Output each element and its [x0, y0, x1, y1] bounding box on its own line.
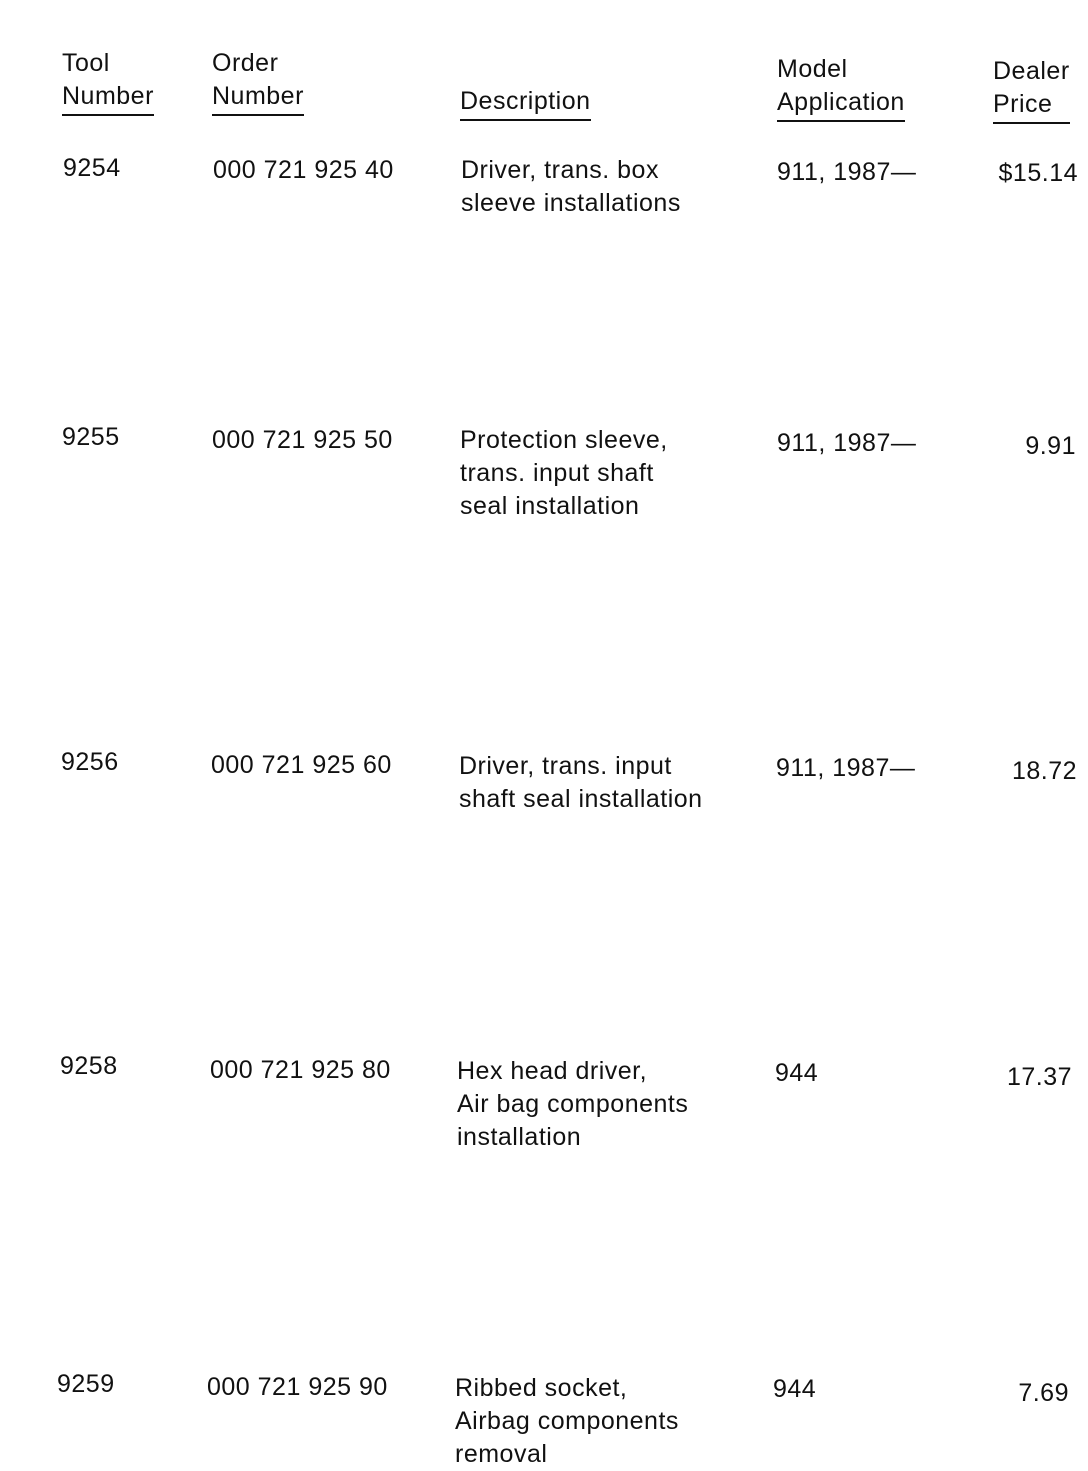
tool-number-cell: 9254 [63, 154, 121, 182]
model-application-cell: 911, 1987— [777, 429, 917, 457]
dealer-price-cell: 7.69 [1018, 1379, 1069, 1407]
dealer-price-cell: $15.14 [998, 159, 1078, 187]
order-number-cell: 000 721 925 80 [210, 1056, 391, 1084]
description-cell: Ribbed socket, Airbag components removal [455, 1374, 679, 1468]
header-tool-number [62, 14, 154, 116]
model-application-cell: 911, 1987— [777, 158, 917, 186]
model-application-cell: 911, 1987— [776, 754, 916, 782]
header-description-text: Description [460, 85, 591, 121]
dealer-price-cell: 17.37 [1006, 1063, 1072, 1091]
tool-number-cell: 9259 [57, 1370, 115, 1398]
dealer-price-cell: 9.91 [1025, 432, 1076, 460]
order-number-cell: 000 721 925 40 [213, 156, 394, 184]
order-number-cell: 000 721 925 60 [211, 751, 392, 779]
order-number-cell: 000 721 925 90 [207, 1373, 388, 1401]
tool-number-cell: 9258 [60, 1052, 118, 1080]
model-application-cell: 944 [775, 1059, 819, 1087]
header-dealer-price [993, 22, 1070, 124]
header-dealer-price-text: Dealer Price [993, 55, 1070, 124]
description-cell: Driver, trans. input shaft seal installation [459, 752, 703, 813]
header-model-application-text: Model Application [777, 53, 905, 122]
header-model-application [777, 20, 905, 122]
tool-number-cell: 9256 [61, 748, 119, 776]
header-order-number-text: Order Number [212, 47, 304, 116]
header-order-number [212, 14, 304, 116]
tool-number-cell: 9255 [62, 423, 120, 451]
model-application-cell: 944 [773, 1375, 817, 1403]
description-cell: Driver, trans. box sleeve installations [461, 156, 681, 217]
header-description [460, 52, 591, 121]
header-tool-number-text: Tool Number [62, 47, 154, 116]
dealer-price-cell: 18.72 [1011, 757, 1077, 785]
order-number-cell: 000 721 925 50 [212, 426, 393, 454]
description-cell: Protection sleeve, trans. input shaft seal installation [460, 426, 668, 520]
description-cell: Hex head driver, Air bag components installation [457, 1057, 689, 1151]
